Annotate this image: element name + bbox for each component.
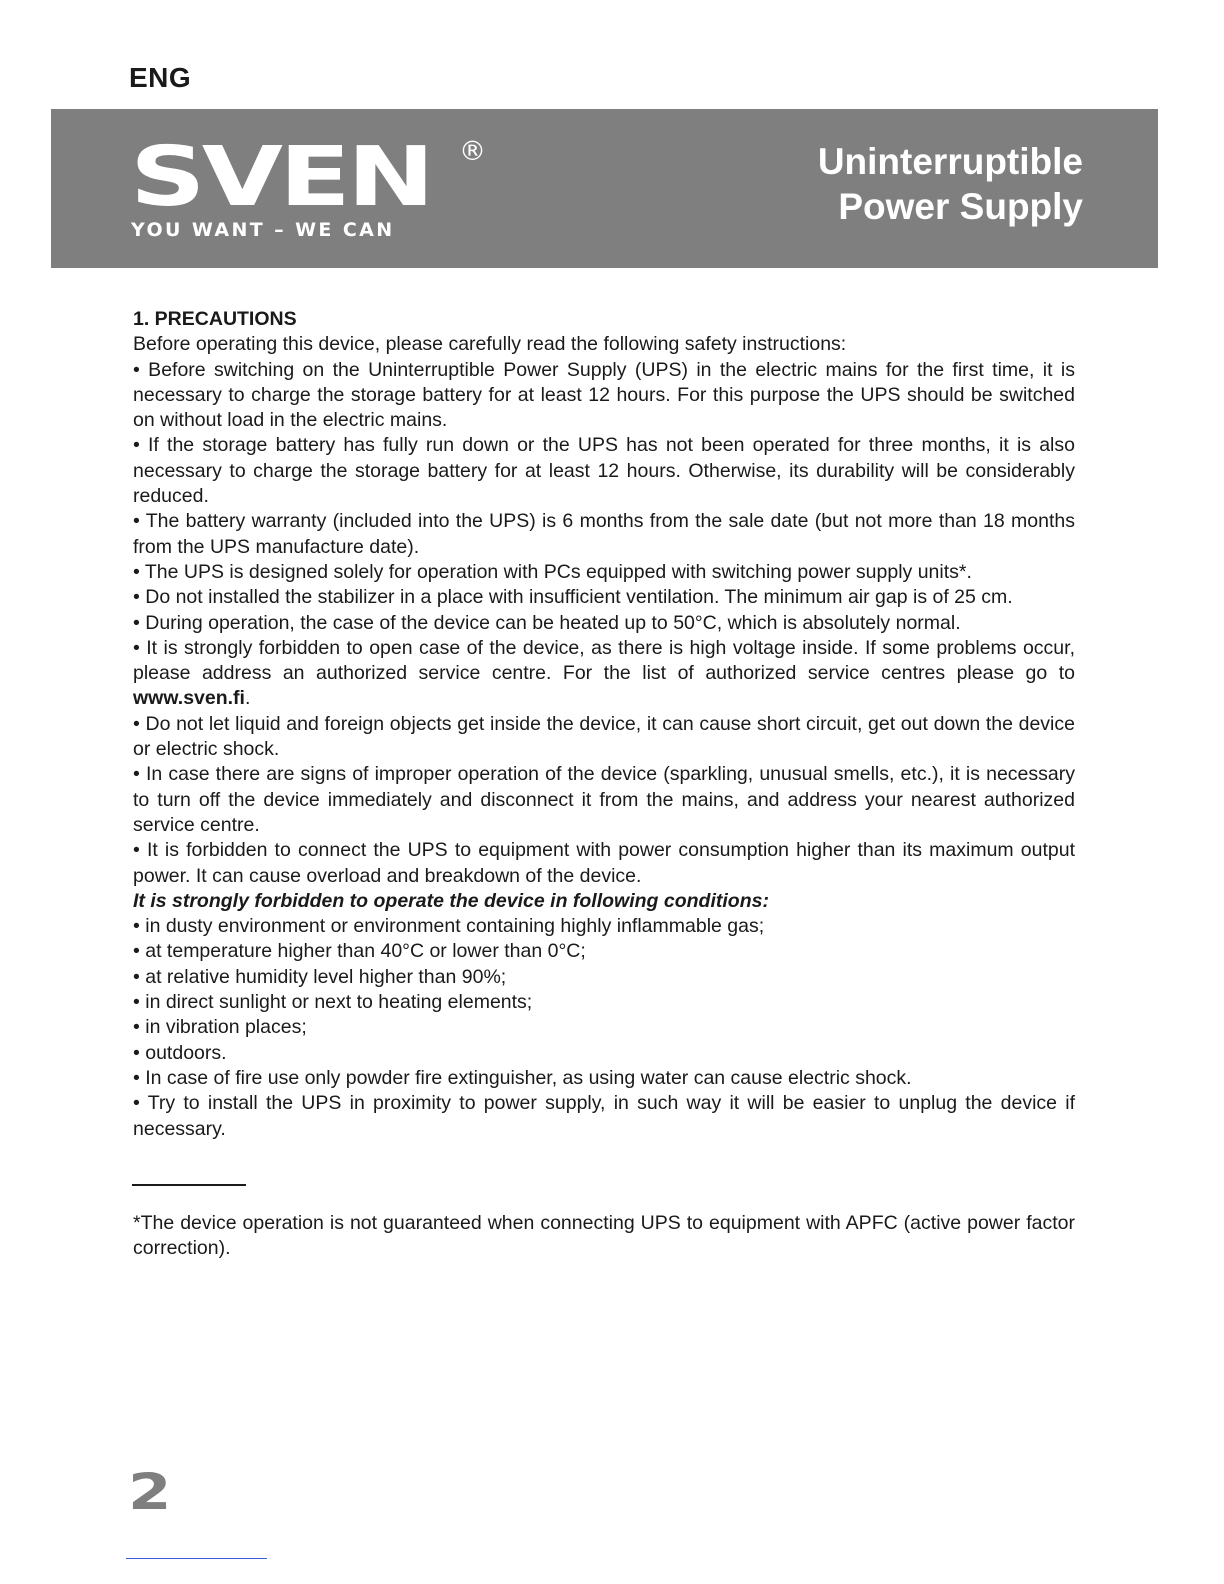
- condition-item: • at temperature higher than 40°C or lower than 0°C;: [133, 940, 586, 963]
- bottom-divider: [126, 1558, 267, 1559]
- bullet-item: • Do not installed the stabilizer in a place with insufficient ventilation. The minimum air gap is of 25 cm.: [133, 586, 1013, 609]
- footnote: *The device operation is not guaranteed when connecting UPS to equipment with APFC (active power factor correction).: [133, 1211, 1075, 1259]
- bullet-item-service: [133, 636, 1075, 712]
- service-text: • It is strongly forbidden to open case of the device, as there is high voltage inside. If some problems occur, please address an authorized service centre. For the list of authorized service centres please go to: [133, 636, 1075, 685]
- bullet-item: • The UPS is designed solely for operation with PCs equipped with switching power supply units*.: [133, 560, 972, 583]
- condition-item: • in vibration places;: [133, 1016, 307, 1039]
- bullet-item: • Try to install the UPS in proximity to power supply, in such way it will be easier to unplug the device if necessary.: [133, 1092, 1075, 1140]
- language-label: ENG: [129, 62, 192, 93]
- bullet-item: • Before switching on the Uninterruptible Power Supply (UPS) in the electric mains for the first time, it is necessary to charge the storage battery for at least 12 hours. For this purpose the UPS should be switched on without load in the electric mains.: [133, 358, 1075, 432]
- section-intro: Before operating this device, please carefully read the following safety instructions:: [133, 333, 847, 356]
- bullet-item: • During operation, the case of the device can be heated up to 50°C, which is absolutely normal.: [133, 611, 961, 634]
- condition-item: • at relative humidity level higher than 90%;: [133, 965, 507, 988]
- bullet-item: • It is forbidden to connect the UPS to equipment with power consumption higher than its maximum output power. It can cause overload and breakdown of the device.: [133, 839, 1075, 887]
- bullet-item: • In case of fire use only powder fire extinguisher, as using water can cause electric shock.: [133, 1066, 912, 1089]
- bullet-item: • Do not let liquid and foreign objects get inside the device, it can cause short circuit, get out down the device or electric shock.: [133, 712, 1075, 761]
- page-number: 2: [128, 1463, 172, 1521]
- website-link[interactable]: www.sven.fi: [133, 687, 245, 710]
- condition-item: • in dusty environment or environment containing highly inflammable gas;: [133, 915, 765, 938]
- service-end: .: [244, 687, 251, 710]
- sven-logo: SVEN: [130, 130, 432, 225]
- bullet-item: • If the storage battery has fully run down or the UPS has not been operated for three months, it is also necessary to charge the storage battery for at least 12 hours. Otherwise, its durability will be considerably reduced.: [133, 434, 1075, 508]
- warning-heading: It is strongly forbidden to operate the device in following conditions:: [133, 889, 769, 912]
- condition-item: • outdoors.: [133, 1041, 227, 1064]
- bullet-item: • The battery warranty (included into the UPS) is 6 months from the sale date (but not more than 18 months from the UPS manufacture date).: [133, 510, 1075, 558]
- document-title: [818, 139, 1083, 229]
- precautions-section: [133, 307, 1075, 1142]
- condition-item: • in direct sunlight or next to heating elements;: [133, 991, 533, 1014]
- logo-tagline: YOU WANT – WE CAN: [131, 219, 395, 241]
- section-title: 1. PRECAUTIONS: [133, 308, 297, 330]
- title-line-2: Power Supply: [838, 186, 1083, 227]
- title-line-1: Uninterruptible: [817, 141, 1083, 182]
- registered-mark: ®: [459, 136, 486, 167]
- footnote-divider: [132, 1184, 246, 1186]
- bullet-item: • In case there are signs of improper operation of the device (sparkling, unusual smells, etc.), it is necessary to turn off the device immediately and disconnect it from the mains, and address your nearest authorized service centre.: [133, 763, 1075, 836]
- header-banner: [51, 109, 1158, 268]
